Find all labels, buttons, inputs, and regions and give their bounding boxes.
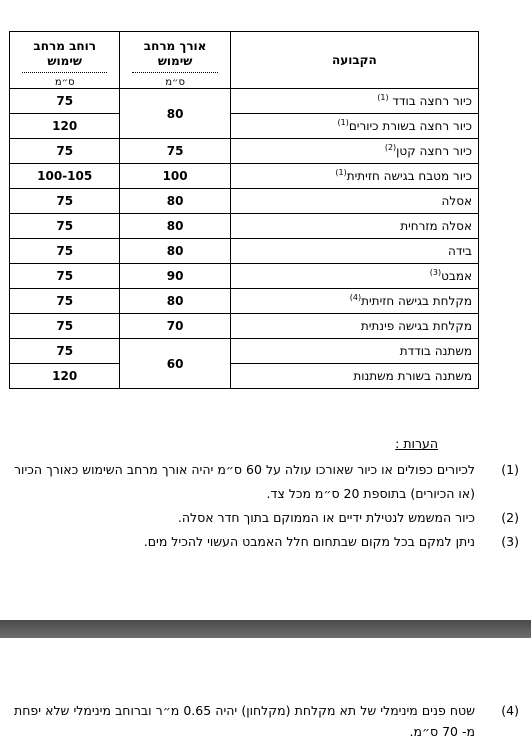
width-cell: 75: [10, 239, 120, 264]
length-cell: 70: [120, 314, 230, 339]
note-number: (1): [501, 462, 519, 477]
note-text: ניתן למקם בכל מקום שבתחום חלל האמבט העשוי להכיל מים.: [143, 534, 475, 549]
header-length-label: אורך מרחב שימוש: [132, 32, 217, 73]
fixture-cell: כיור רחצה בודד $^{(1)}$: [230, 89, 478, 114]
length-cell: 90: [120, 264, 230, 289]
fixture-cell: כיור רחצה קטן$^{(2)}$: [230, 139, 478, 164]
fixture-cell: מקלחת בגישה פינתית: [230, 314, 478, 339]
width-cell: 75: [10, 264, 120, 289]
note-number: (4): [501, 703, 519, 718]
note-text: שטח פנים מינימלי של תא מקלחת (מקלחון) יהיה 0.65 מ״ר וברוחב מינימלי שלא יפחת מ- 70 ס״מ.: [14, 703, 475, 739]
note-item: [14, 700, 519, 742]
table-row: [10, 139, 479, 164]
fixture-cell: משתנה בודדת: [230, 339, 478, 364]
page-lower: [0, 638, 531, 749]
length-cell: 100: [120, 164, 230, 189]
table-row: [10, 239, 479, 264]
length-cell: 80: [120, 189, 230, 214]
length-cell: 60: [120, 339, 230, 389]
length-cell: 80: [120, 214, 230, 239]
note-item: [14, 530, 519, 554]
length-cell: 80: [120, 289, 230, 314]
fixture-cell: אמבט$^{(3)}$: [230, 264, 478, 289]
table-row: [10, 264, 479, 289]
table-row: [10, 364, 479, 389]
width-cell: 100-105: [10, 164, 120, 189]
fixture-cell: מקלחת בגישה חזיתית$^{(4)}$: [230, 289, 478, 314]
fixture-cell: אסלה מזרחית: [230, 214, 478, 239]
table-row: [10, 314, 479, 339]
note-number: (2): [501, 510, 519, 525]
width-cell: 75: [10, 289, 120, 314]
table-row: [10, 114, 479, 139]
fixture-cell: משתנה בשורת משתנות: [230, 364, 478, 389]
width-cell: 75: [10, 189, 120, 214]
fixture-cell: כיור רחצה בשורת כיורים$^{(1)}$: [230, 114, 478, 139]
width-cell: 75: [10, 89, 120, 114]
fixtures-table: [9, 31, 479, 389]
width-cell: 75: [10, 214, 120, 239]
table-row: [10, 164, 479, 189]
length-cell: 80: [120, 89, 230, 139]
width-cell: 120: [10, 364, 120, 389]
header-length-unit: ס״מ: [165, 77, 185, 88]
width-cell: 120: [10, 114, 120, 139]
note-item: [14, 458, 519, 506]
fixture-cell: כיור מטבח בגישה חזיתית$^{(1)}$: [230, 164, 478, 189]
width-cell: 75: [10, 139, 120, 164]
fixture-cell: אסלה: [230, 189, 478, 214]
length-cell: 80: [120, 239, 230, 264]
header-width: [10, 32, 120, 89]
table-row: [10, 89, 479, 114]
table-header-row: [10, 32, 479, 89]
note-text: לכיורים כפולים או כיור שאורכו עולה על 60 ס״מ יהיה אורך מרחב השימוש כאורך הכיור (או הכיורים) בתוספת 20 ס״מ מכל צד.: [14, 462, 475, 501]
page-divider: [0, 620, 531, 638]
width-cell: 75: [10, 339, 120, 364]
fixture-cell: בידה: [230, 239, 478, 264]
width-cell: 75: [10, 314, 120, 339]
notes-title: הערות :: [395, 436, 438, 451]
table-row: [10, 339, 479, 364]
table-row: [10, 214, 479, 239]
note-text: כיור המשמש לנטילת ידיים או הממוקם בתוך חדר אסלה.: [177, 510, 475, 525]
header-fixture: הקבועה: [230, 32, 478, 89]
table-row: [10, 189, 479, 214]
header-width-unit: ס״מ: [54, 77, 75, 88]
length-cell: 75: [120, 139, 230, 164]
note-number: (3): [501, 534, 519, 549]
table-row: [10, 289, 479, 314]
header-width-label: רוחב מרחב שימוש: [22, 32, 107, 73]
note-item: [14, 506, 519, 530]
header-length: [120, 32, 230, 89]
